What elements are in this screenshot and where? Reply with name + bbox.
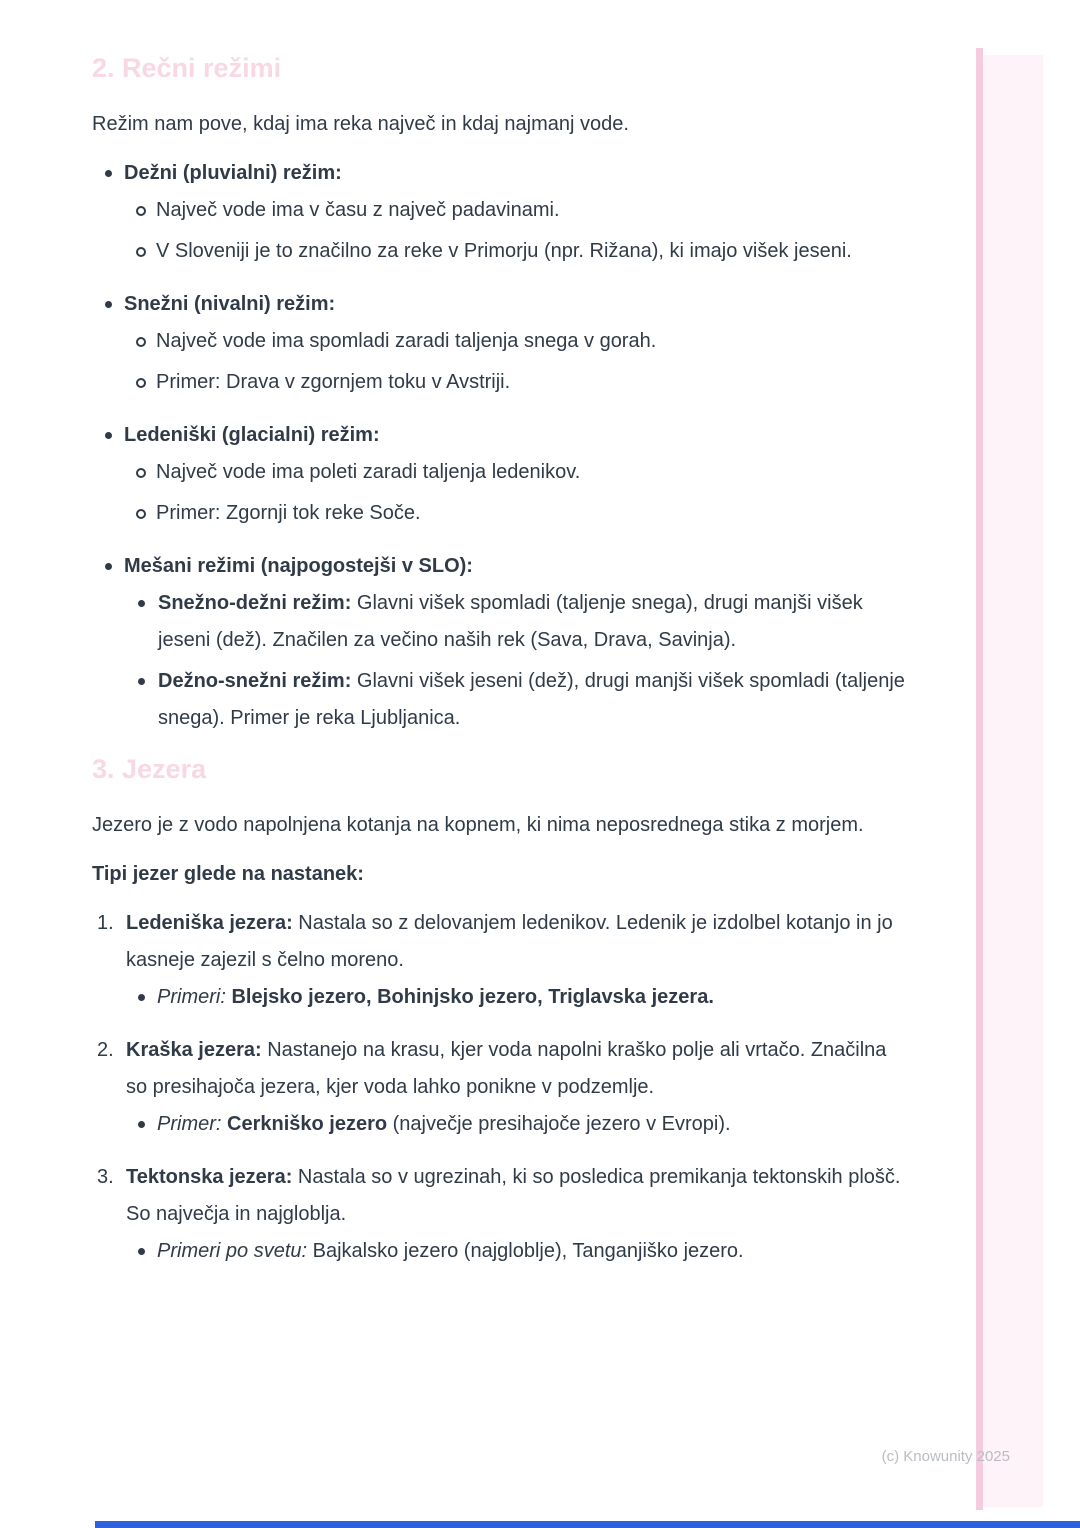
list-number: 1. bbox=[97, 912, 114, 934]
example-label: Primer: bbox=[157, 1113, 222, 1135]
right-pink-panel bbox=[983, 55, 1043, 1507]
list-item bbox=[92, 495, 910, 532]
example-label: Primeri: bbox=[157, 986, 226, 1008]
circle-bullet-icon bbox=[136, 509, 146, 519]
right-pink-stripe bbox=[976, 48, 983, 1510]
list-item-lead: Dežno-snežni režim: bbox=[158, 670, 352, 692]
numbered-item-tektonska bbox=[92, 1159, 910, 1270]
disc-bullet-icon bbox=[138, 678, 145, 685]
list-item bbox=[92, 364, 910, 401]
circle-bullet-icon bbox=[136, 247, 146, 257]
list-number: 2. bbox=[97, 1039, 114, 1061]
disc-bullet-icon bbox=[105, 301, 112, 308]
disc-bullet-icon bbox=[105, 563, 112, 570]
bullet-title-text: Snežni (nivalni) režim: bbox=[124, 293, 336, 315]
example-rest: (največje presihajoče jezero v Evropi). bbox=[387, 1113, 731, 1135]
list-item bbox=[92, 454, 910, 491]
bullet-title-text: Mešani režimi (najpogostejši v SLO): bbox=[124, 555, 473, 577]
copyright-footer: (c) Knowunity 2025 bbox=[881, 1448, 1010, 1465]
numbered-item-ledeniska bbox=[92, 905, 910, 1016]
example-line bbox=[126, 1233, 910, 1270]
disc-bullet-icon bbox=[138, 994, 145, 1001]
numbered-item-body bbox=[126, 905, 910, 979]
numbered-item-lead: Ledeniška jezera: bbox=[126, 912, 293, 934]
bullet-title-text: Ledeniški (glacialni) režim: bbox=[124, 424, 380, 446]
numbered-item-lead: Tektonska jezera: bbox=[126, 1166, 293, 1188]
list-item-text: Primer: Zgornji tok reke Soče. bbox=[156, 502, 421, 524]
section3-intro: Jezero je z vodo napolnjena kotanja na kopnem, ki nima neposrednega stika z morjem. bbox=[92, 814, 864, 836]
circle-bullet-icon bbox=[136, 378, 146, 388]
disc-bullet-icon bbox=[138, 600, 145, 607]
disc-bullet-icon bbox=[138, 1121, 145, 1128]
numbered-item-body bbox=[126, 1159, 910, 1233]
numbered-item-text: Nastala so z delovanjem ledenikov. Ledenik je izdolbel kotanjo in jo kasneje zajezil s čelno moreno. bbox=[126, 912, 893, 971]
circle-bullet-icon bbox=[136, 468, 146, 478]
notes-content bbox=[92, 52, 910, 1286]
bullet-title-ledeniski bbox=[92, 417, 910, 454]
bullet-group-ledeniski bbox=[92, 417, 910, 532]
section3-subheading: Tipi jezer glede na nastanek: bbox=[92, 863, 364, 885]
list-item-text: Največ vode ima v času z največ padavinami. bbox=[156, 199, 560, 221]
bullet-title-dezni bbox=[92, 155, 910, 192]
example-line bbox=[126, 1106, 910, 1143]
disc-bullet-icon bbox=[105, 170, 112, 177]
list-item bbox=[92, 233, 910, 270]
list-item-text: Glavni višek spomladi (taljenje snega), drugi manjši višek jeseni (dež). Značilen za večino naših rek (Sava, Drava, Savinja). bbox=[158, 592, 863, 651]
numbered-item-kraska bbox=[92, 1032, 910, 1143]
numbered-item-lead: Kraška jezera: bbox=[126, 1039, 262, 1061]
disc-bullet-icon bbox=[105, 432, 112, 439]
numbered-item-text: Nastanejo na krasu, kjer voda napolni kraško polje ali vrtačo. Značilna so presihajoča jezera, kjer voda lahko ponikne v podzemlje. bbox=[126, 1039, 887, 1098]
list-item bbox=[92, 192, 910, 229]
list-item bbox=[92, 323, 910, 360]
list-item bbox=[92, 663, 918, 737]
example-line bbox=[126, 979, 910, 1016]
section-heading-jezera: 3. Jezera bbox=[92, 754, 207, 784]
list-item bbox=[92, 585, 918, 659]
example-label: Primeri po svetu: bbox=[157, 1240, 308, 1262]
circle-bullet-icon bbox=[136, 206, 146, 216]
numbered-item-text: Nastala so v ugrezinah, ki so posledica premikanja tektonskih plošč. So največja in najgloblja. bbox=[126, 1166, 901, 1225]
list-item-text: Primer: Drava v zgornjem toku v Avstriji. bbox=[156, 371, 511, 393]
list-item-text: Največ vode ima poleti zaradi taljenja ledenikov. bbox=[156, 461, 581, 483]
list-item-text: Glavni višek jeseni (dež), drugi manjši višek spomladi (taljenje snega). Primer je reka Ljubljanica. bbox=[158, 670, 905, 729]
bullet-title-snezni bbox=[92, 286, 910, 323]
list-number: 3. bbox=[97, 1166, 114, 1188]
circle-bullet-icon bbox=[136, 337, 146, 347]
section-heading-recni-rezimi: 2. Rečni režimi bbox=[92, 53, 282, 83]
bullet-group-dezni bbox=[92, 155, 910, 270]
list-item-text: Največ vode ima spomladi zaradi taljenja snega v gorah. bbox=[156, 330, 657, 352]
bottom-blue-bar bbox=[95, 1521, 1080, 1528]
numbered-item-body bbox=[126, 1032, 910, 1106]
bullet-title-mesani bbox=[92, 548, 910, 585]
example-rest: Bajkalsko jezero (najgloblje), Tanganjiško jezero. bbox=[307, 1240, 744, 1262]
example-bold: Cerkniško jezero bbox=[221, 1113, 388, 1135]
section2-intro: Režim nam pove, kdaj ima reka največ in kdaj najmanj vode. bbox=[92, 113, 629, 135]
bullet-title-text: Dežni (pluvialni) režim: bbox=[124, 162, 342, 184]
example-bold: Blejsko jezero, Bohinjsko jezero, Triglavska jezera. bbox=[225, 986, 714, 1008]
bullet-group-snezni bbox=[92, 286, 910, 401]
list-item-text: V Sloveniji je to značilno za reke v Primorju (npr. Rižana), ki imajo višek jeseni. bbox=[156, 240, 852, 262]
bullet-group-mesani bbox=[92, 548, 910, 737]
disc-bullet-icon bbox=[138, 1248, 145, 1255]
list-item-lead: Snežno-dežni režim: bbox=[158, 592, 352, 614]
